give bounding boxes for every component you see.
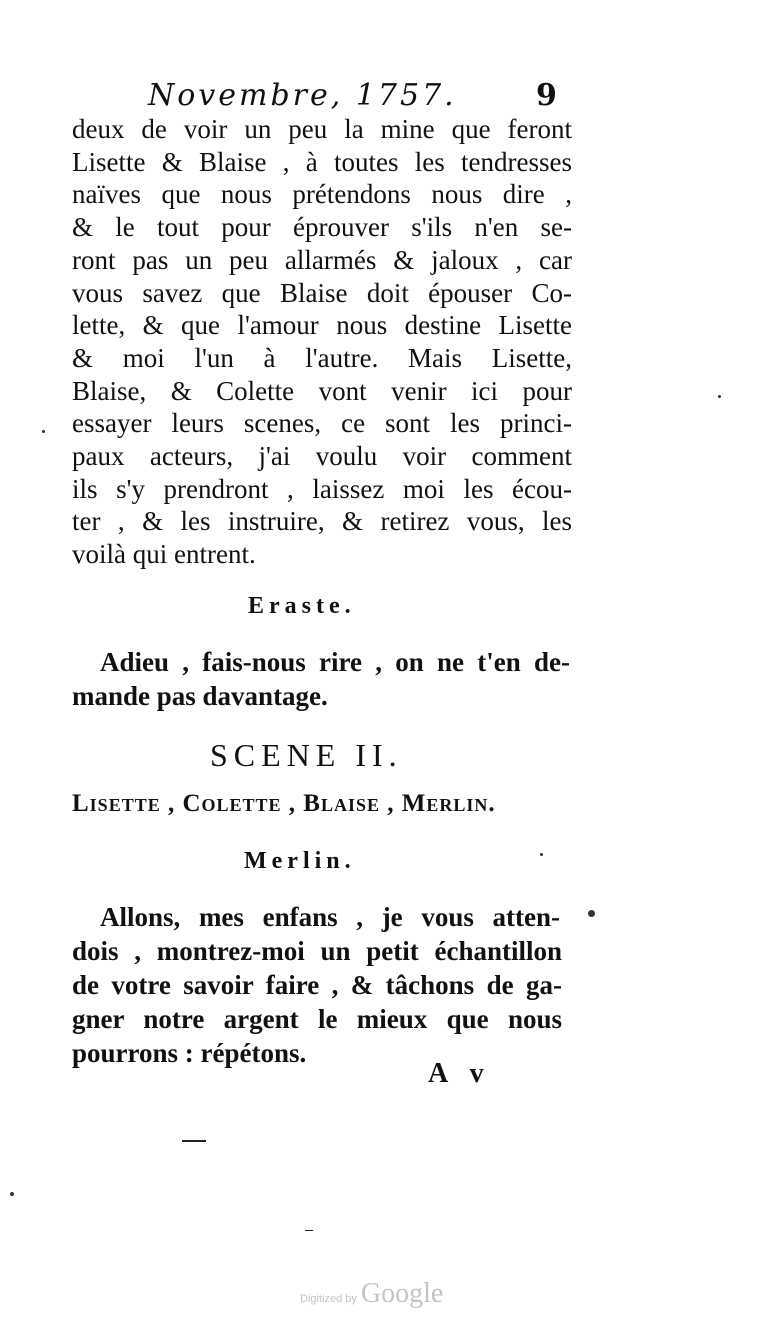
ink-mark bbox=[182, 1140, 206, 1142]
running-head-title: Novembre, 1757. bbox=[148, 78, 457, 113]
text-line: paux acteurs, j'ai voulu voir comment bbox=[72, 441, 572, 472]
ink-speck bbox=[540, 853, 543, 856]
text-line: essayer leurs scenes, ce sont les princi- bbox=[72, 408, 572, 439]
text-line: ront pas un peu allarmés & jaloux , car bbox=[72, 244, 572, 275]
ink-speck bbox=[42, 430, 45, 433]
merlin-speech bbox=[72, 900, 562, 1070]
text-line: de votre savoir faire , & tâchons de ga- bbox=[72, 970, 562, 1000]
ink-mark bbox=[305, 1230, 313, 1231]
text-line: deux de voir un peu la mine que feront bbox=[72, 114, 572, 144]
ink-speck bbox=[10, 1192, 14, 1196]
text-line: ils s'y prendront , laissez moi les écou- bbox=[72, 473, 572, 504]
text-line: ter , & les instruire, & retirez vous, les bbox=[72, 506, 572, 537]
ink-speck bbox=[588, 910, 595, 917]
speaker-eraste: Eraste. bbox=[248, 593, 356, 619]
text-line: & le tout pour éprouver s'ils n'en se- bbox=[72, 212, 572, 243]
text-line: voilà qui entrent. bbox=[72, 539, 256, 570]
text-line: pourrons : répétons. bbox=[72, 1038, 307, 1068]
text-line: vous savez que Blaise doit épouser Co- bbox=[72, 277, 572, 308]
digitized-watermark bbox=[300, 1278, 443, 1310]
text-line: mande pas davantage. bbox=[72, 681, 328, 711]
scene-heading: SCENE II. bbox=[210, 737, 403, 773]
page-number: 9 bbox=[536, 78, 560, 113]
text-line: Lisette & Blaise , à toutes les tendresses bbox=[72, 146, 572, 177]
text-line: & moi l'un à l'autre. Mais Lisette, bbox=[72, 342, 572, 373]
text-line: lette, & que l'amour nous destine Lisette bbox=[72, 310, 572, 341]
speaker-merlin: Merlin. bbox=[244, 848, 356, 874]
text-line: dois , montrez-moi un petit échantillon bbox=[72, 936, 562, 966]
text-line: Adieu , fais-nous rire , on ne t'en de- bbox=[100, 647, 570, 677]
body-paragraph bbox=[72, 113, 572, 571]
eraste-speech bbox=[72, 645, 570, 713]
watermark-prefix: Digitized by bbox=[300, 1293, 357, 1305]
cast-list: Lisette , Colette , Blaise , Merlin. bbox=[72, 790, 496, 817]
running-head bbox=[148, 78, 568, 113]
text-line: Blaise, & Colette vont venir ici pour bbox=[72, 375, 572, 406]
ink-speck bbox=[718, 395, 721, 398]
text-line: naïves que nous prétendons nous dire , bbox=[72, 179, 572, 210]
text-line: Allons, mes enfans , je vous atten- bbox=[100, 902, 560, 932]
text-line: gner notre argent le mieux que nous bbox=[72, 1004, 562, 1034]
signature-mark: A v bbox=[428, 1058, 492, 1089]
watermark-brand: Google bbox=[360, 1278, 444, 1309]
